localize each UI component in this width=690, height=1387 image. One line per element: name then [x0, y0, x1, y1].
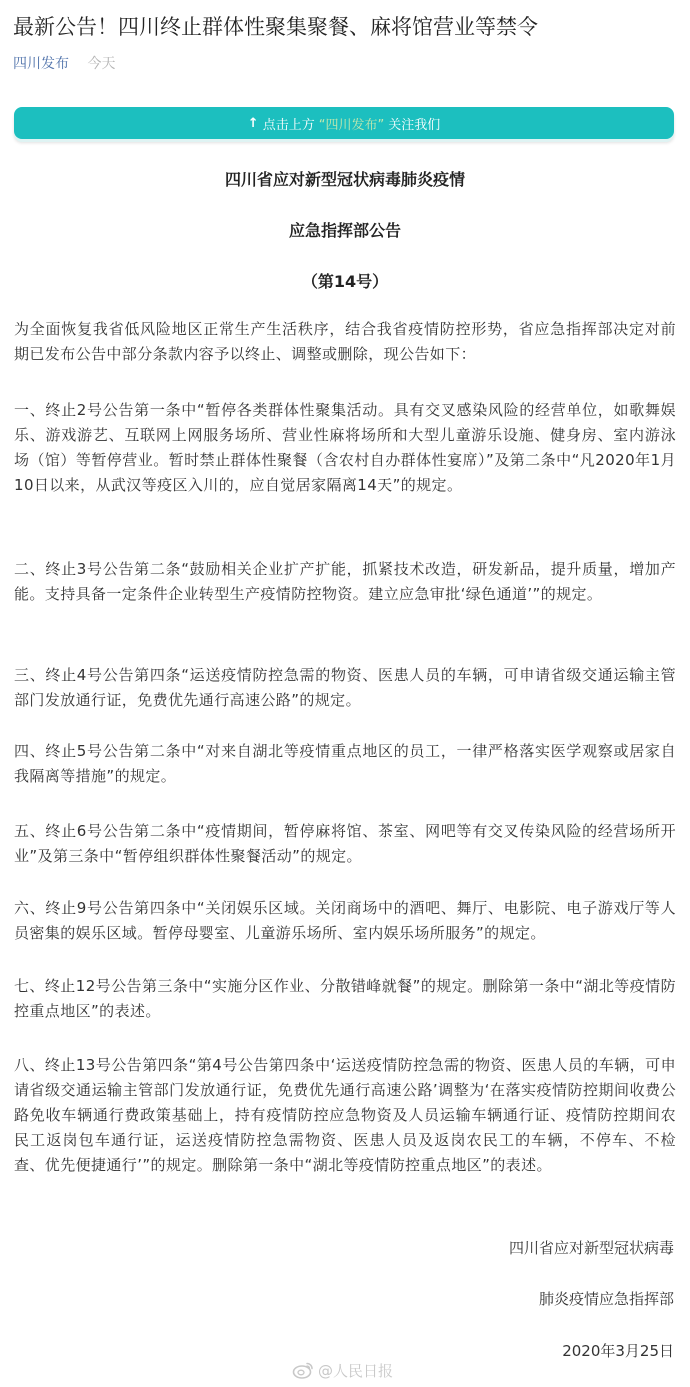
- weibo-watermark: [292, 1358, 393, 1382]
- up-arrow-icon: ↑: [247, 115, 259, 131]
- clause-6-paragraph: 六、终止9号公告第四条中“关闭娱乐区域。关闭商场中的酒吧、舞厅、电影院、电子游戏厅等人员密集的娱乐区域。暂停母婴室、儿童游乐场所、室内娱乐场所服务”的规定。: [14, 899, 676, 942]
- clause-8-paragraph: 八、终止13号公告第四条“第4号公告第四条中‘运送疫情防控急需的物资、医患人员的车辆，可申请省级交通运输主管部门发放通行证，免费优先通行高速公路’调整为‘在落实疫情防控期间收费公路免收车辆通行费政策基础上，持有疫情防控应急物资及人员运输车辆通行证、疫情防控期间农民工返岗包车通行证，运送疫情防控急需物资、医患人员及返岗农民工的车辆，不停车、不检查、优先便捷通行’”的规定。删除第一条中“湖北等疫情防控重点地区”的表述。: [14, 1056, 676, 1174]
- follow-banner[interactable]: [14, 107, 674, 139]
- banner-account-name: “四川发布”: [318, 117, 385, 133]
- article-meta: [13, 54, 115, 74]
- signature-line-2: 肺炎疫情应急指挥部: [538, 1290, 674, 1308]
- intro-paragraph: 为全面恢复我省低风险地区正常生产生活秩序，结合我省疫情防控形势，省应急指挥部决定对前期已发布公告中部分条款内容予以终止、调整或删除，现公告如下：: [14, 320, 676, 363]
- clause-1-paragraph: 一、终止2号公告第一条中“暂停各类群体性聚集活动。具有交叉感染风险的经营单位，如歌舞娱乐、游戏游艺、互联网上网服务场所、营业性麻将场所和大型儿童游乐设施、健身房、室内游泳场（馆）等暂停营业。暂时禁止群体性聚餐（含农村自办群体性宴席）”及第二条中“凡2020年1月10日以来，从武汉等疫区入川的，应自觉居家隔离14天”的规定。: [14, 401, 676, 494]
- announcement-type-heading: 应急指挥部公告: [288, 221, 401, 240]
- article-title: 最新公告！四川终止群体性聚集聚餐、麻将馆营业等禁令: [13, 15, 538, 39]
- author-link[interactable]: 四川发布: [13, 56, 69, 72]
- banner-suffix: 关注我们: [388, 117, 441, 133]
- watermark-text: @人民日报: [318, 1361, 394, 1380]
- publish-date: 今天: [87, 56, 116, 72]
- clause-5-paragraph: 五、终止6号公告第二条中“疫情期间，暂停麻将馆、茶室、网吧等有交叉传染风险的经营场所开业”及第三条中“暂停组织群体性聚餐活动”的规定。: [14, 822, 676, 865]
- clause-3-paragraph: 三、终止4号公告第四条“运送疫情防控急需的物资、医患人员的车辆，可申请省级交通运输主管部门发放通行证，免费优先通行高速公路”的规定。: [14, 666, 676, 709]
- clause-2-paragraph: 二、终止3号公告第二条“鼓励相关企业扩产扩能，抓紧技术改造，研发新品，提升质量，增加产能。支持具备一定条件企业转型生产疫情防控物资。建立应急审批‘绿色通道’”的规定。: [14, 560, 676, 603]
- signature-line-1: 四川省应对新型冠状病毒: [508, 1239, 674, 1257]
- clause-7-paragraph: 七、终止12号公告第三条中“实施分区作业、分散错峰就餐”的规定。删除第一条中“湖北等疫情防控重点地区”的表述。: [14, 977, 676, 1020]
- announcement-number-heading: （第14号）: [301, 272, 389, 291]
- banner-prefix: 点击上方: [262, 117, 315, 133]
- announcement-issuer-heading: 四川省应对新型冠状病毒肺炎疫情: [224, 170, 465, 189]
- signature-date: 2020年3月25日: [562, 1342, 674, 1360]
- clause-4-paragraph: 四、终止5号公告第二条中“对来自湖北等疫情重点地区的员工，一律严格落实医学观察或居家自我隔离等措施”的规定。: [14, 742, 676, 785]
- weibo-icon: [292, 1361, 314, 1379]
